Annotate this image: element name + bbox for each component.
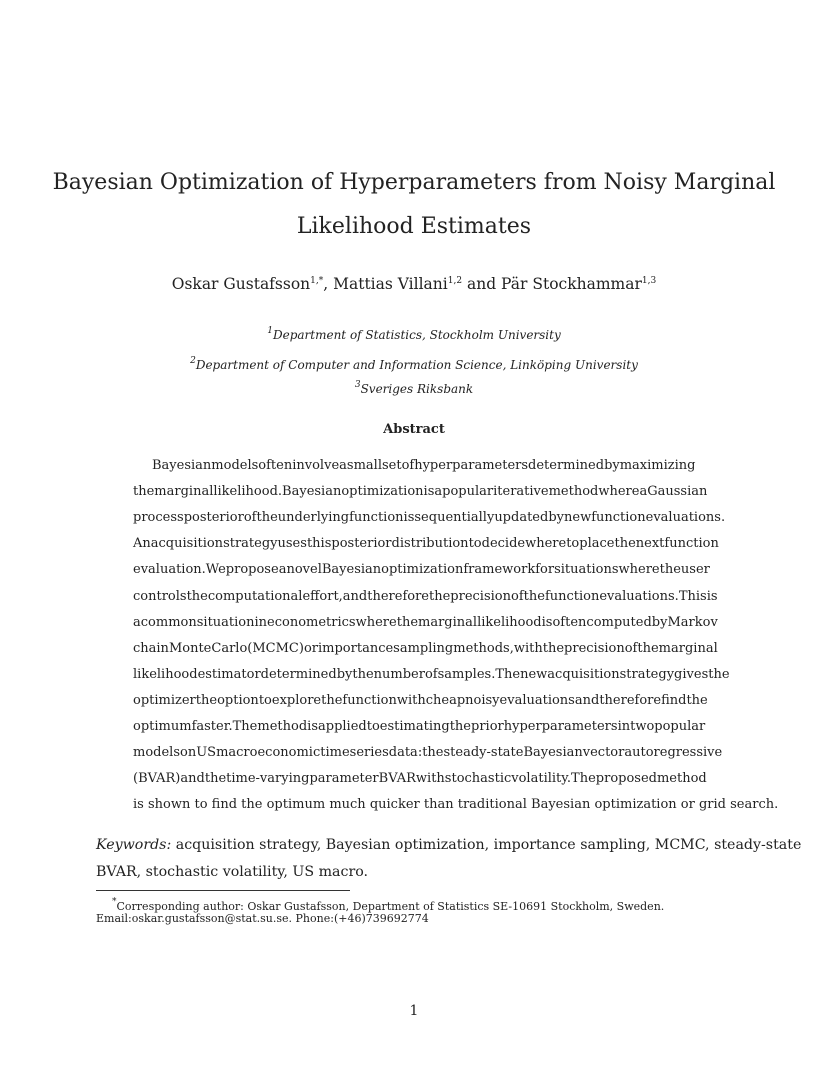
abstract-word: chain <box>133 640 169 656</box>
abstract-word: function <box>349 510 404 526</box>
abstract-word: posterior <box>183 510 244 526</box>
abstract-word: (BVAR) <box>133 771 181 787</box>
abstract-word: the <box>352 666 374 682</box>
abstract-word: econometrics <box>267 614 356 630</box>
abstract-word: explore <box>271 692 322 708</box>
abstract-word: the <box>686 692 708 708</box>
abstract-line <box>133 557 710 583</box>
abstract-word: or <box>303 640 318 656</box>
abstract-word: The <box>571 771 596 787</box>
abstract-line <box>133 792 779 818</box>
abstract-word: the <box>659 562 681 578</box>
author-superscript: 1,2 <box>447 276 463 286</box>
abstract-word: the <box>523 588 545 604</box>
abstract-word: sequentially <box>414 510 495 526</box>
abstract-word: models <box>133 745 180 761</box>
abstract-word: steady-state <box>443 745 524 761</box>
abstract-word: time-varying <box>226 771 310 787</box>
abstract-line <box>152 453 695 479</box>
abstract-word: on <box>180 745 197 761</box>
abstract-word: find <box>661 692 687 708</box>
author-name: , Mattias Villani <box>323 275 448 293</box>
affiliation-1 <box>0 326 828 342</box>
abstract-word: a <box>133 614 141 630</box>
abstract-line <box>133 714 706 740</box>
abstract-word: the <box>542 640 565 656</box>
affiliation-number: 3 <box>354 380 361 390</box>
abstract-word: involve <box>292 458 340 473</box>
abstract-word: the <box>186 588 208 604</box>
abstract-word: Monte <box>168 640 212 656</box>
abstract-word: autoregressive <box>624 745 723 761</box>
abstract-word: optimum <box>133 719 192 734</box>
abstract-word: underlying <box>277 510 350 526</box>
abstract-word: in <box>617 719 631 734</box>
abstract-word: precision <box>450 588 511 604</box>
title-line-1: Bayesian Optimization of Hyperparameters from Noisy Marginal <box>52 170 776 195</box>
keywords-line-1 <box>96 837 801 853</box>
abstract-word: US <box>196 745 217 761</box>
abstract-word: BVAR <box>378 771 416 787</box>
abstract-word: optimizer <box>133 692 196 708</box>
abstract-word: Markov <box>667 614 718 630</box>
abstract-word: a <box>339 458 347 473</box>
abstract-word: optimization <box>594 797 681 813</box>
abstract-word: uses <box>277 536 307 552</box>
keywords-line-2: BVAR, stochastic volatility, US macro. <box>96 864 369 880</box>
abstract-word: the <box>708 666 730 682</box>
abstract-word: models <box>211 458 259 473</box>
abstract-word: (MCMC) <box>247 640 304 656</box>
abstract-line <box>133 479 708 505</box>
abstract-line <box>133 610 718 636</box>
abstract-word: time <box>320 745 350 761</box>
abstract-word: situations <box>554 562 619 578</box>
abstract-word: Carlo <box>211 640 248 656</box>
abstract-word: of <box>511 588 524 604</box>
author-name: and Pär Stockhammar <box>462 275 642 293</box>
abstract-word: Bayesian <box>523 745 583 761</box>
affiliation-2 <box>0 356 828 372</box>
abstract-word: method <box>257 719 308 734</box>
footnote-line-2: Email:oskar.gustafsson@stat.su.se. Phone:(+46)739692774 <box>96 912 429 925</box>
abstract-word: Bayesian <box>152 458 212 473</box>
abstract-word: in <box>254 614 268 630</box>
affiliation-3 <box>0 380 828 396</box>
abstract-word: evaluations. <box>599 588 679 604</box>
affiliation-text: Department of Computer and Information Science, Linköping University <box>195 358 638 372</box>
abstract-word: hyperparameters <box>414 458 529 473</box>
author-list <box>0 275 828 293</box>
abstract-word: computational <box>207 588 303 604</box>
abstract-word: small <box>346 458 382 473</box>
abstract-word: optimum <box>266 797 330 813</box>
abstract-word: where <box>618 562 660 578</box>
abstract-word: This <box>678 588 707 604</box>
abstract-word: determined <box>528 458 605 473</box>
abstract-word: and <box>342 588 368 604</box>
abstract-word: function <box>342 692 397 708</box>
abstract-word: of <box>243 510 257 526</box>
abstract-word: or <box>680 797 699 813</box>
abstract-word: methods, <box>453 640 514 656</box>
abstract-word: is <box>706 588 718 604</box>
abstract-word: We <box>205 562 226 578</box>
footnote-text: Corresponding author: Oskar Gustafsson, Department of Statistics SE-10691 Stockholm, Sweden. <box>116 900 665 913</box>
abstract-word: where <box>598 484 640 500</box>
abstract-word: strategy <box>619 666 675 682</box>
abstract-word: estimator <box>197 666 261 682</box>
abstract-word: decide <box>481 536 526 552</box>
abstract-word: therefore <box>367 588 429 604</box>
abstract-word: distribution <box>391 536 469 552</box>
abstract-word: volatility. <box>511 771 572 787</box>
abstract-word: often <box>552 614 587 630</box>
abstract-word: number <box>373 666 425 682</box>
abstract-line <box>133 584 718 610</box>
abstract-word: a <box>278 562 287 578</box>
affiliation-text: Department of Statistics, Stockholm University <box>272 328 561 342</box>
abstract-word: framework <box>463 562 536 578</box>
abstract-word: An <box>133 536 151 552</box>
author-superscript: 1,3 <box>641 276 657 286</box>
abstract-word: noisy <box>465 692 500 708</box>
abstract-word: where <box>355 614 397 630</box>
abstract-word: applied <box>318 719 367 734</box>
abstract-word: to <box>566 536 580 552</box>
abstract-word: of <box>624 640 638 656</box>
abstract-word: samples. <box>437 666 496 682</box>
abstract-word: much <box>329 797 370 813</box>
abstract-word: gives <box>674 666 709 682</box>
abstract-word: iterative <box>493 484 549 500</box>
abstract-word: Bayesian <box>531 797 595 813</box>
abstract-word: sampling <box>393 640 454 656</box>
abstract-word: The <box>495 666 521 682</box>
abstract-word: propose <box>225 562 279 578</box>
abstract-word: with <box>396 692 426 708</box>
abstract-word: the <box>396 614 419 630</box>
abstract-word: likelihood. <box>213 484 283 500</box>
keywords-text: acquisition strategy, Bayesian optimization, importance sampling, MCMC, steady-state <box>171 837 802 853</box>
abstract-word: computed <box>586 614 652 630</box>
abstract-word: effort, <box>302 588 343 604</box>
abstract-word: Bayesian <box>282 484 342 500</box>
abstract-word: often <box>258 458 293 473</box>
abstract-word: marginal <box>658 640 718 656</box>
abstract-word: optimization <box>341 484 424 500</box>
abstract-word: evaluations. <box>645 510 726 526</box>
abstract-word: new <box>564 510 592 526</box>
abstract-word: is <box>403 510 415 526</box>
abstract-word: is <box>423 484 435 500</box>
abstract-word: a <box>639 484 648 500</box>
abstract-word: than <box>423 797 458 813</box>
abstract-word: traditional <box>457 797 532 813</box>
abstract-word: with <box>513 640 543 656</box>
footnote-marker: * <box>112 897 117 907</box>
abstract-line <box>133 662 730 688</box>
abstract-word: the <box>256 510 278 526</box>
abstract-word: strategy <box>223 536 278 552</box>
abstract-word: The <box>232 719 258 734</box>
abstract-word: the <box>614 536 636 552</box>
abstract-word: determined <box>260 666 337 682</box>
abstract-word: option <box>217 692 259 708</box>
abstract-word: this <box>306 536 332 552</box>
abstract-word: and <box>180 771 205 787</box>
abstract-word: the <box>195 692 218 708</box>
abstract-word: the <box>449 719 471 734</box>
abstract-word: series <box>349 745 389 761</box>
abstract-word: situation <box>196 614 255 630</box>
abstract-word: importance <box>318 640 394 656</box>
abstract-word: by <box>651 614 668 630</box>
abstract-word: novel <box>286 562 322 578</box>
abstract-word: the <box>204 771 227 787</box>
author-superscript: 1,* <box>310 276 324 286</box>
abstract-word: function <box>591 510 646 526</box>
abstract-word: of <box>424 666 438 682</box>
abstract-word: acquisition <box>150 536 224 552</box>
abstract-word: likelihood <box>133 666 198 682</box>
abstract-word: precision <box>564 640 625 656</box>
abstract-word: likelihood <box>477 614 542 630</box>
abstract-word: and <box>574 692 600 708</box>
abstract-word: to <box>468 536 482 552</box>
abstract-word: popular <box>442 484 494 500</box>
abstract-word: common <box>140 614 197 630</box>
abstract-word: to <box>258 692 272 708</box>
abstract-word: next <box>635 536 665 552</box>
abstract-line <box>133 766 707 792</box>
abstract-word: marginal <box>154 484 214 500</box>
abstract-word: the <box>241 797 267 813</box>
abstract-word: search. <box>730 797 779 813</box>
abstract-word: by <box>548 510 564 526</box>
abstract-word: shown <box>147 797 195 813</box>
abstract-line <box>133 636 718 662</box>
page-number: 1 <box>409 1003 419 1019</box>
abstract-word: Gaussian <box>647 484 708 500</box>
abstract-word: optimization <box>381 562 464 578</box>
abstract-word: set <box>381 458 402 473</box>
abstract-word: find <box>211 797 242 813</box>
abstract-word: to <box>366 719 380 734</box>
abstract-word: two <box>630 719 655 734</box>
author-name: Oskar Gustafsson <box>171 275 311 293</box>
abstract-word: faster. <box>191 719 233 734</box>
footnote-line-1 <box>112 897 732 913</box>
abstract-word: proposed <box>595 771 657 787</box>
title-line-2: Likelihood Estimates <box>296 214 532 239</box>
abstract-word: stochastic <box>444 771 512 787</box>
abstract-word: Bayesian <box>321 562 382 578</box>
abstract-word: method <box>656 771 707 787</box>
abstract-word: a <box>434 484 443 500</box>
abstract-word: data: <box>388 745 423 761</box>
affiliation-text: Sveriges Riksbank <box>360 382 474 396</box>
abstract-word: marginal <box>418 614 478 630</box>
abstract-word: the <box>321 692 343 708</box>
abstract-word: hyperparameters <box>503 719 618 734</box>
abstract-word: the <box>133 484 155 500</box>
abstract-word: posterior <box>331 536 392 552</box>
abstract-word: popular <box>654 719 706 734</box>
abstract-word: updated <box>494 510 549 526</box>
abstract-word: evaluation. <box>133 562 206 578</box>
abstract-word: for <box>535 562 555 578</box>
abstract-heading: Abstract <box>383 422 445 437</box>
affiliation-number: 1 <box>267 326 273 336</box>
abstract-word: evaluations <box>499 692 575 708</box>
abstract-word: the <box>429 588 451 604</box>
abstract-word: maximizing <box>619 458 696 473</box>
abstract-word: cheap <box>425 692 466 708</box>
abstract-word: estimating <box>379 719 450 734</box>
abstract-line <box>133 531 719 557</box>
abstract-word: is <box>541 614 553 630</box>
abstract-word: acquisition <box>547 666 620 682</box>
abstract-word: grid <box>698 797 731 813</box>
abstract-word: by <box>336 666 353 682</box>
abstract-word: place <box>579 536 615 552</box>
abstract-word: the <box>637 640 659 656</box>
abstract-word: the <box>422 745 444 761</box>
keywords-label: Keywords: <box>96 837 172 853</box>
abstract-line <box>133 688 708 714</box>
abstract-word: quicker <box>369 797 424 813</box>
abstract-word: vector <box>582 745 625 761</box>
footnote-rule <box>96 890 350 891</box>
abstract-word: new <box>520 666 548 682</box>
abstract-word: of <box>401 458 415 473</box>
abstract-word: parameter <box>309 771 379 787</box>
abstract-word: where <box>525 536 567 552</box>
abstract-word: is <box>307 719 318 734</box>
abstract-word: controls <box>133 588 187 604</box>
abstract-word: with <box>415 771 445 787</box>
abstract-word: macroeconomic <box>216 745 321 761</box>
abstract-word: process <box>133 510 184 526</box>
abstract-word: prior <box>471 719 504 734</box>
abstract-word: to <box>194 797 212 813</box>
affiliation-number: 2 <box>190 356 196 366</box>
abstract-word: is <box>133 797 148 813</box>
abstract-word: by <box>604 458 620 473</box>
abstract-word: user <box>680 562 710 578</box>
abstract-word: function <box>544 588 600 604</box>
abstract-word: therefore <box>599 692 662 708</box>
abstract-line <box>133 505 726 531</box>
abstract-line <box>133 740 723 766</box>
abstract-word: method <box>548 484 599 500</box>
abstract-word: function <box>664 536 719 552</box>
